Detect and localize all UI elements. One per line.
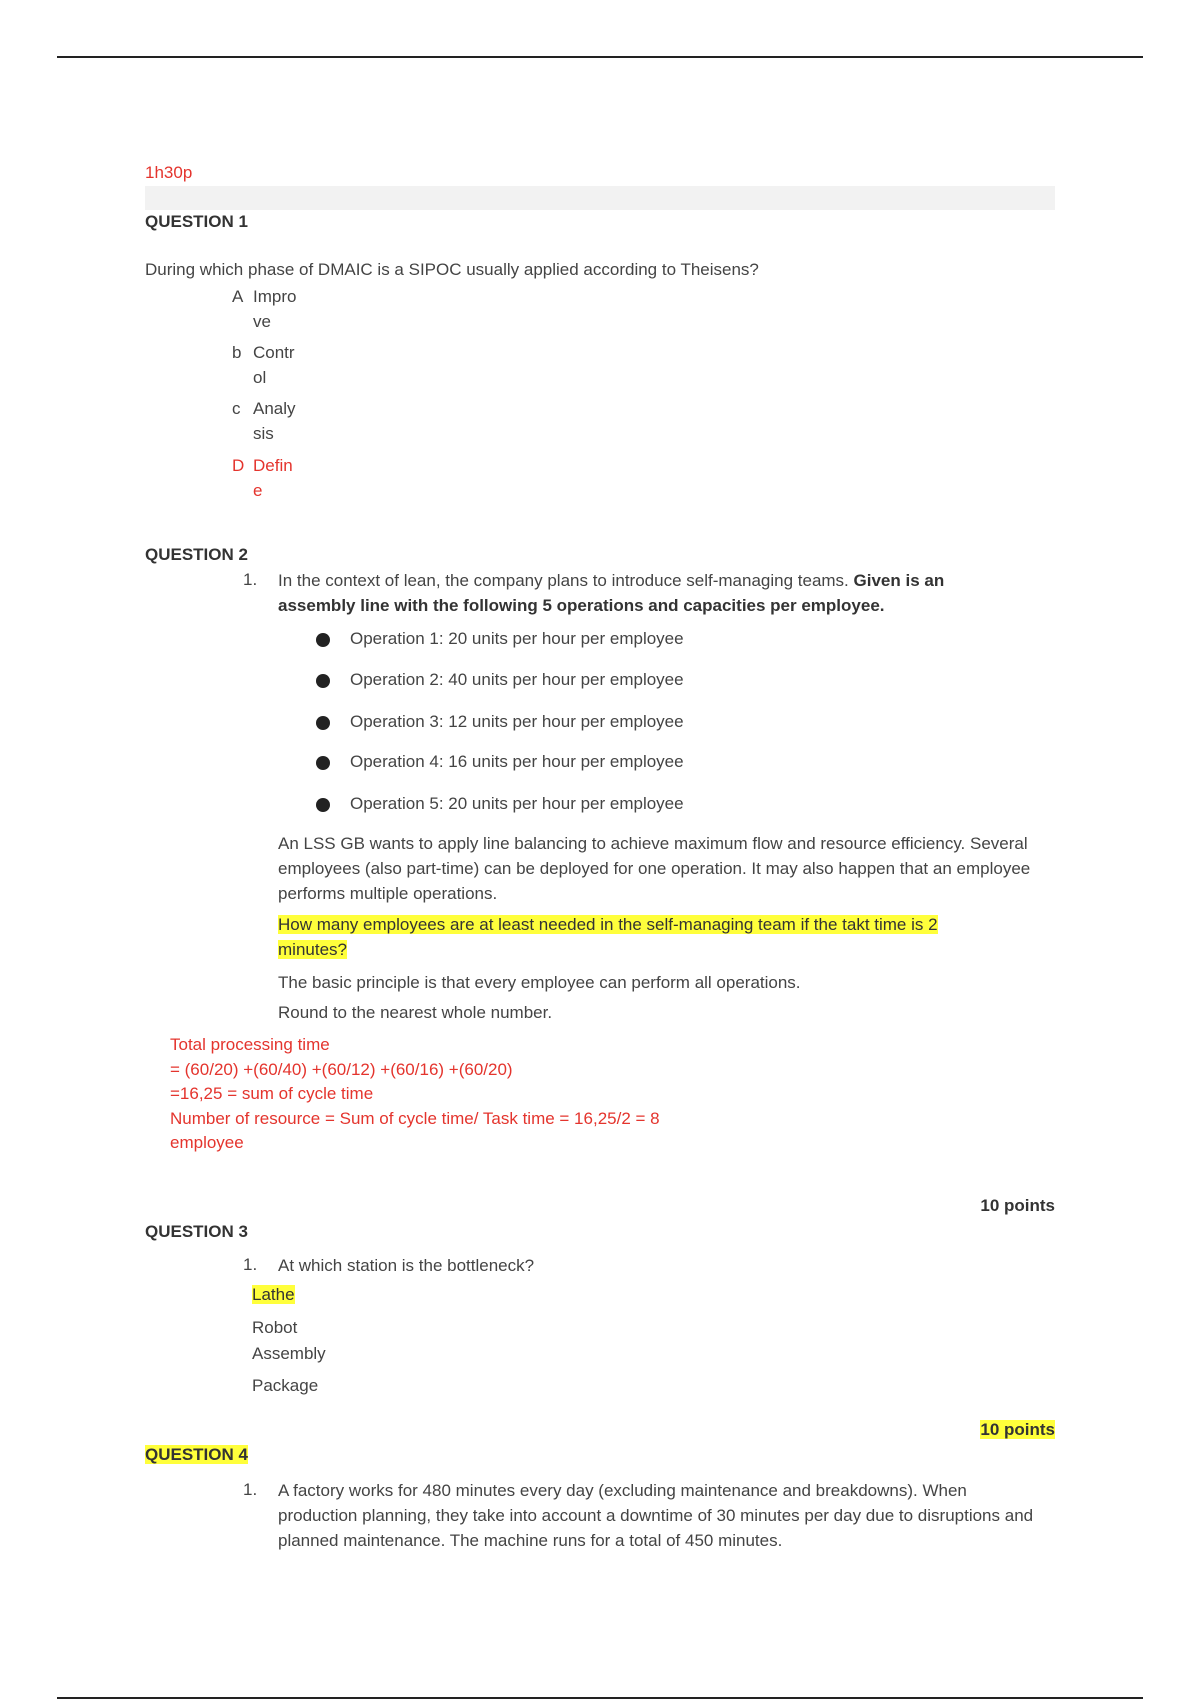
option-letter: b — [232, 343, 242, 362]
header-label: 1h30p — [145, 163, 193, 182]
bullet-icon — [316, 633, 330, 647]
q3-option-robot[interactable]: Robot — [252, 1318, 298, 1337]
option-text-line1: Analy — [253, 399, 296, 418]
answer-line: Total processing time — [170, 1035, 330, 1054]
option-text-line2: e — [253, 481, 263, 500]
question-4-title-text: QUESTION 4 — [145, 1445, 248, 1464]
bullet-icon — [316, 674, 330, 688]
q4-text: A factory works for 480 minutes every day (excluding maintenance and breakdowns). When production planning, they take into account a downtime of 30 minutes per day due to disruptions and planned maintenance. The machine runs for a total of 450 minutes. — [278, 1481, 1034, 1550]
q2-question — [278, 912, 1058, 962]
operation-1: Operation 1: 20 units per hour per employee — [350, 629, 684, 648]
q2-answer — [170, 1033, 710, 1156]
q3-question: At which station is the bottleneck? — [278, 1256, 535, 1275]
q2-item-number: 1. — [243, 570, 258, 589]
q1-option-b[interactable] — [232, 340, 301, 390]
operation-3: Operation 3: 12 units per hour per employee — [350, 712, 684, 731]
shaded-band — [145, 186, 1055, 210]
bullet-icon — [316, 756, 330, 770]
q1-option-c[interactable] — [232, 396, 301, 446]
option-text-line1: Contr — [253, 343, 295, 362]
question-1-text: During which phase of DMAIC is a SIPOC usually applied according to Theisens? — [145, 260, 759, 279]
answer-line: employee — [170, 1133, 244, 1152]
option-letter: A — [232, 287, 244, 306]
q2-rounding: Round to the nearest whole number. — [278, 1003, 553, 1022]
q2-question-line2: minutes? — [278, 940, 347, 959]
q3-item-number: 1. — [243, 1255, 258, 1274]
q2-principle: The basic principle is that every employee can perform all operations. — [278, 973, 801, 992]
operation-5: Operation 5: 20 units per hour per employee — [350, 794, 684, 813]
q2-question-line1: How many employees are at least needed in the self-managing team if the takt time is 2 — [278, 915, 938, 934]
q3-option-lathe[interactable] — [252, 1285, 295, 1305]
q2-intro-bold: Given is an assembly line with the following 5 operations and capacities per employee. — [278, 571, 945, 615]
answer-line: Number of resource = Sum of cycle time/ Task time = 16,25/2 = 8 — [170, 1108, 660, 1128]
option-letter: D — [232, 456, 245, 475]
q2-intro-plain: In the context of lean, the company plans to introduce self-managing teams. — [278, 571, 854, 590]
option-text-line1: Impro — [253, 287, 297, 306]
option-letter: c — [232, 399, 241, 418]
option-text-line2: ol — [253, 368, 267, 387]
option-text-line2: ve — [253, 312, 271, 331]
q3-option-assembly[interactable]: Assembly — [252, 1344, 326, 1363]
question-2-title: QUESTION 2 — [145, 545, 248, 564]
question-3-title: QUESTION 3 — [145, 1222, 248, 1241]
question-4-title — [145, 1445, 248, 1465]
answer-line: = (60/20) +(60/40) +(60/12) +(60/16) +(60/20) — [170, 1059, 513, 1079]
q2-context: An LSS GB wants to apply line balancing to achieve maximum flow and resource efficiency. Several employees (also part-time) can be deployed for one operation. It may also happen that an employee performs multiple operations. — [278, 834, 1031, 903]
answer-line: =16,25 = sum of cycle time — [170, 1084, 374, 1103]
q2-intro — [278, 568, 1018, 618]
points-text: 10 points — [980, 1420, 1055, 1439]
q1-option-d-correct[interactable] — [232, 453, 301, 503]
q3-option-package[interactable]: Package — [252, 1376, 319, 1395]
question-1-title: QUESTION 1 — [145, 212, 248, 231]
top-rule — [57, 56, 1143, 58]
q1-option-a[interactable] — [232, 284, 301, 334]
option-text: Lathe — [252, 1285, 295, 1304]
bullet-icon — [316, 798, 330, 812]
bullet-icon — [316, 716, 330, 730]
operation-2: Operation 2: 40 units per hour per employee — [350, 670, 684, 689]
q3-points — [980, 1420, 1055, 1440]
q2-points: 10 points — [980, 1196, 1055, 1215]
q4-item-number: 1. — [243, 1480, 258, 1499]
bottom-rule — [57, 1697, 1143, 1699]
option-text-line2: sis — [253, 424, 274, 443]
option-text-line1: Defin — [253, 456, 293, 475]
operation-4: Operation 4: 16 units per hour per employee — [350, 752, 684, 771]
